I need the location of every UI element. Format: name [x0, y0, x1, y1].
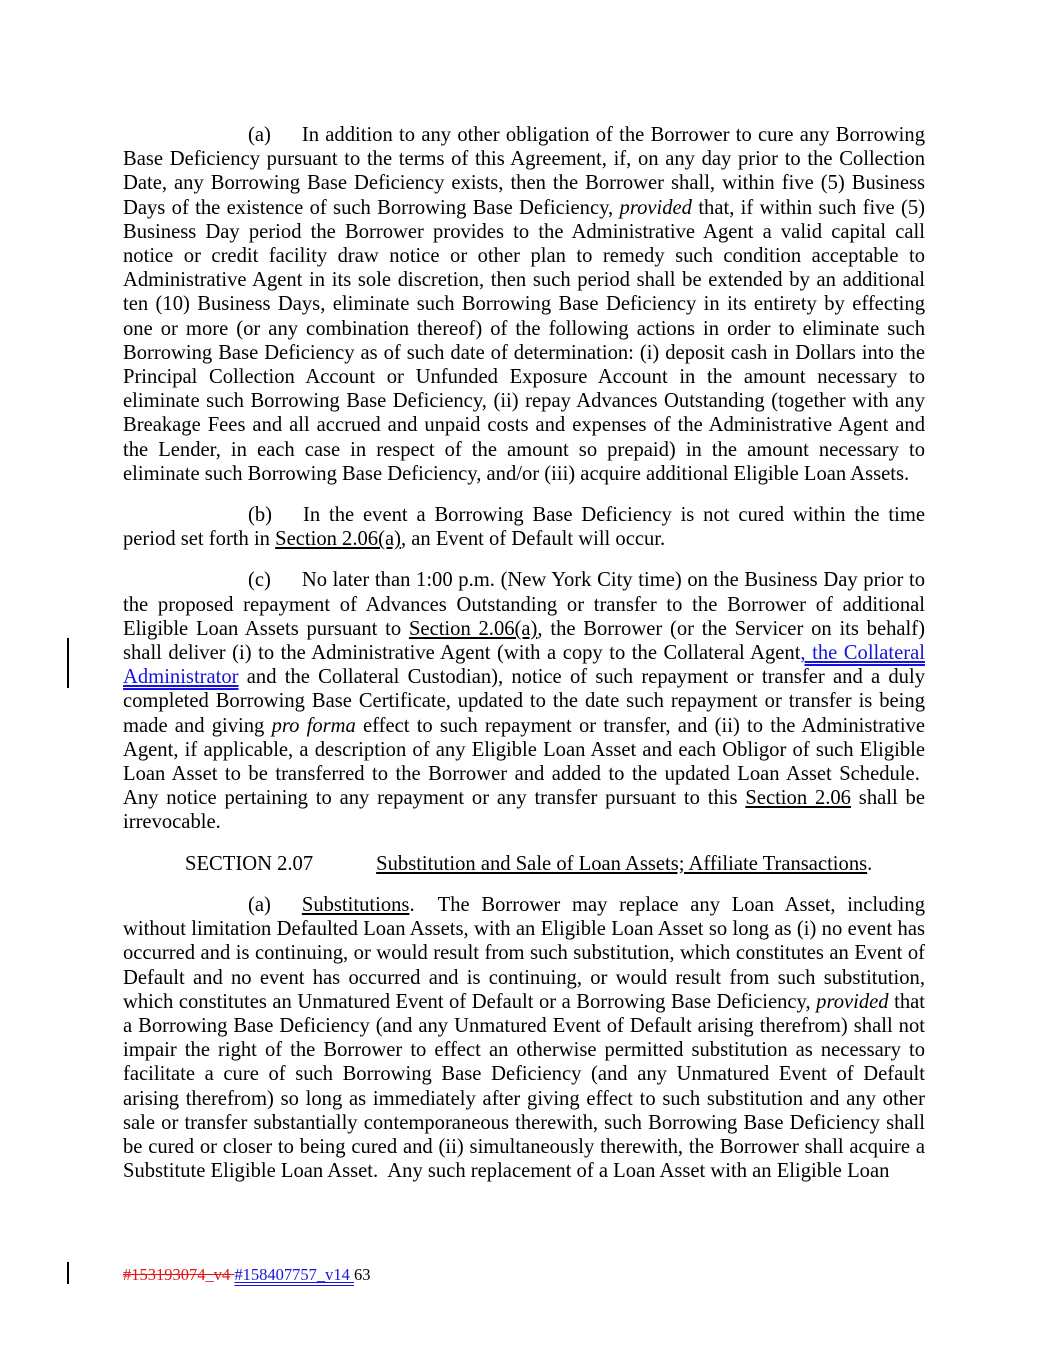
- text-run: provided: [816, 990, 889, 1013]
- text-run: Section 2.06(a): [408, 617, 538, 640]
- footer-inserted-doc-id: #158407757_v14: [234, 1265, 354, 1284]
- text-run: SECTION 2.07: [185, 852, 314, 875]
- footer: [123, 1264, 371, 1285]
- text-run: shall be irrevocable.: [123, 787, 925, 834]
- text-run: provided: [619, 196, 692, 219]
- paragraph-2-06-c: [123, 568, 925, 834]
- section-heading-2-07: [123, 852, 925, 876]
- text-run: pro forma: [271, 714, 356, 737]
- paragraph-2-06-b: [123, 503, 925, 551]
- text-run: and the Collateral Custodian), notice of such repayment or transfer and a duly completed Borrowing Base Certificate, updated to the date such repayment or transfer is being made and giving: [123, 666, 925, 737]
- text-run: that a Borrowing Base Deficiency (and any Unmatured Event of Default arising therefrom) shall not impair the right of the Borrower to effect an otherwise permitted substitution as necessary to facilitate a cure of such Borrowing Base Deficiency (and any Unmatured Event of Default arising therefrom) so long as immediately after giving effect to such substitution and any other sale or transfer substantially contemporaneous therewith, such Borrowing Base Deficiency shall be cured or closer to being cured and (ii) simultaneously therewith, the Borrower shall acquire a Substitute Eligible Loan Asset. Any such replacement of a Loan Asset with an Eligible Loan: [123, 990, 925, 1183]
- text-run: (a): [248, 893, 271, 916]
- text-run: .: [867, 852, 873, 875]
- footer-page-number: 63: [354, 1265, 371, 1284]
- text-run: , an Event of Default will occur.: [400, 528, 666, 551]
- text-run: No later than 1:00 p.m. (New York City time) on the Business Day prior to the proposed repayment of Advances Outstanding or transfer to the Borrower of additional Eligible Loan Assets pursuant to: [123, 569, 925, 640]
- paragraph-2-06-a: [123, 123, 925, 486]
- text-run: (c): [248, 569, 271, 592]
- text-run: In addition to any other obligation of the Borrower to cure any Borrowing Base Deficiency pursuant to the terms of this Agreement, if, on any day prior to the Collection Date, any Borrowing Base Deficiency exists, then the Borrower shall, within five (5) Business Days of the existence of such Borrowing Base Deficiency,: [123, 124, 925, 219]
- text-run: . The Borrower may replace any Loan Asset, including without limitation Defaulted Loan Assets, with an Eligible Loan Asset so long as (i) no event has occurred and is continuing, or would result from such substitution, which constitutes an Event of Default and no event has occurred and is continuing, or would result from such substitution, which constitutes an Unmatured Event of Default or a Borrowing Base Deficiency,: [123, 893, 925, 1013]
- revision-change-bar: [67, 1262, 69, 1284]
- text-run: that, if within such five (5) Business Day period the Borrower provides to the Administrative Agent a valid capital call notice or credit facility draw notice or other plan to remedy such condition acceptable to Administrative Agent in its sole discretion, then such period shall be extended by an additional ten (10) Business Days, eliminate such Borrowing Base Deficiency in its entirety by effecting one or more (or any combination thereof) of the following actions in order to eliminate such Borrowing Base Deficiency as of such date of determination: (i) deposit cash in Dollars into the Principal Collection Account or Unfunded Exposure Account in the amount necessary to eliminate such Borrowing Base Deficiency, (ii) repay Advances Outstanding (together with any Breakage Fees and all accrued and unpaid costs and expenses of the Administrative Agent and the Lender, in each case in respect of the amount so prepaid) in the amount necessary to eliminate such Borrowing Base Deficiency, and/or (iii) acquire additional Eligible Loan Assets.: [123, 196, 925, 485]
- text-run: Substitution and Sale of Loan Assets; Affiliate Transactions: [376, 852, 868, 875]
- footer-deleted-doc-id: #153193074_v4: [123, 1265, 235, 1284]
- text-run: Section 2.06(a): [275, 528, 401, 551]
- document-body: [123, 123, 925, 1200]
- text-run: Section 2.06: [745, 787, 851, 810]
- text-run: Substitutions: [301, 893, 410, 916]
- text-run: In the event a Borrowing Base Deficiency is not cured within the time period set forth in: [123, 504, 925, 551]
- inserted-text-run: , the Collateral Administrator: [123, 642, 925, 689]
- text-run: effect to such repayment or transfer, and (ii) to the Administrative Agent, if applicable, a description of any Eligible Loan Asset and each Obligor of such Eligible Loan Asset to be transferred to the Borrower and added to the updated Loan Asset Schedule. Any notice pertaining to any repayment or any transfer pursuant to this: [123, 714, 925, 810]
- text-run: (b): [248, 504, 273, 527]
- text-run: , the Borrower (or the Servicer on its behalf) shall deliver (i) to the Administrative Agent (with a copy to the Collateral Agent: [123, 617, 925, 665]
- paragraph-2-07-a: [123, 893, 925, 1183]
- text-run: (a): [248, 124, 271, 146]
- revision-change-bar: [67, 638, 69, 688]
